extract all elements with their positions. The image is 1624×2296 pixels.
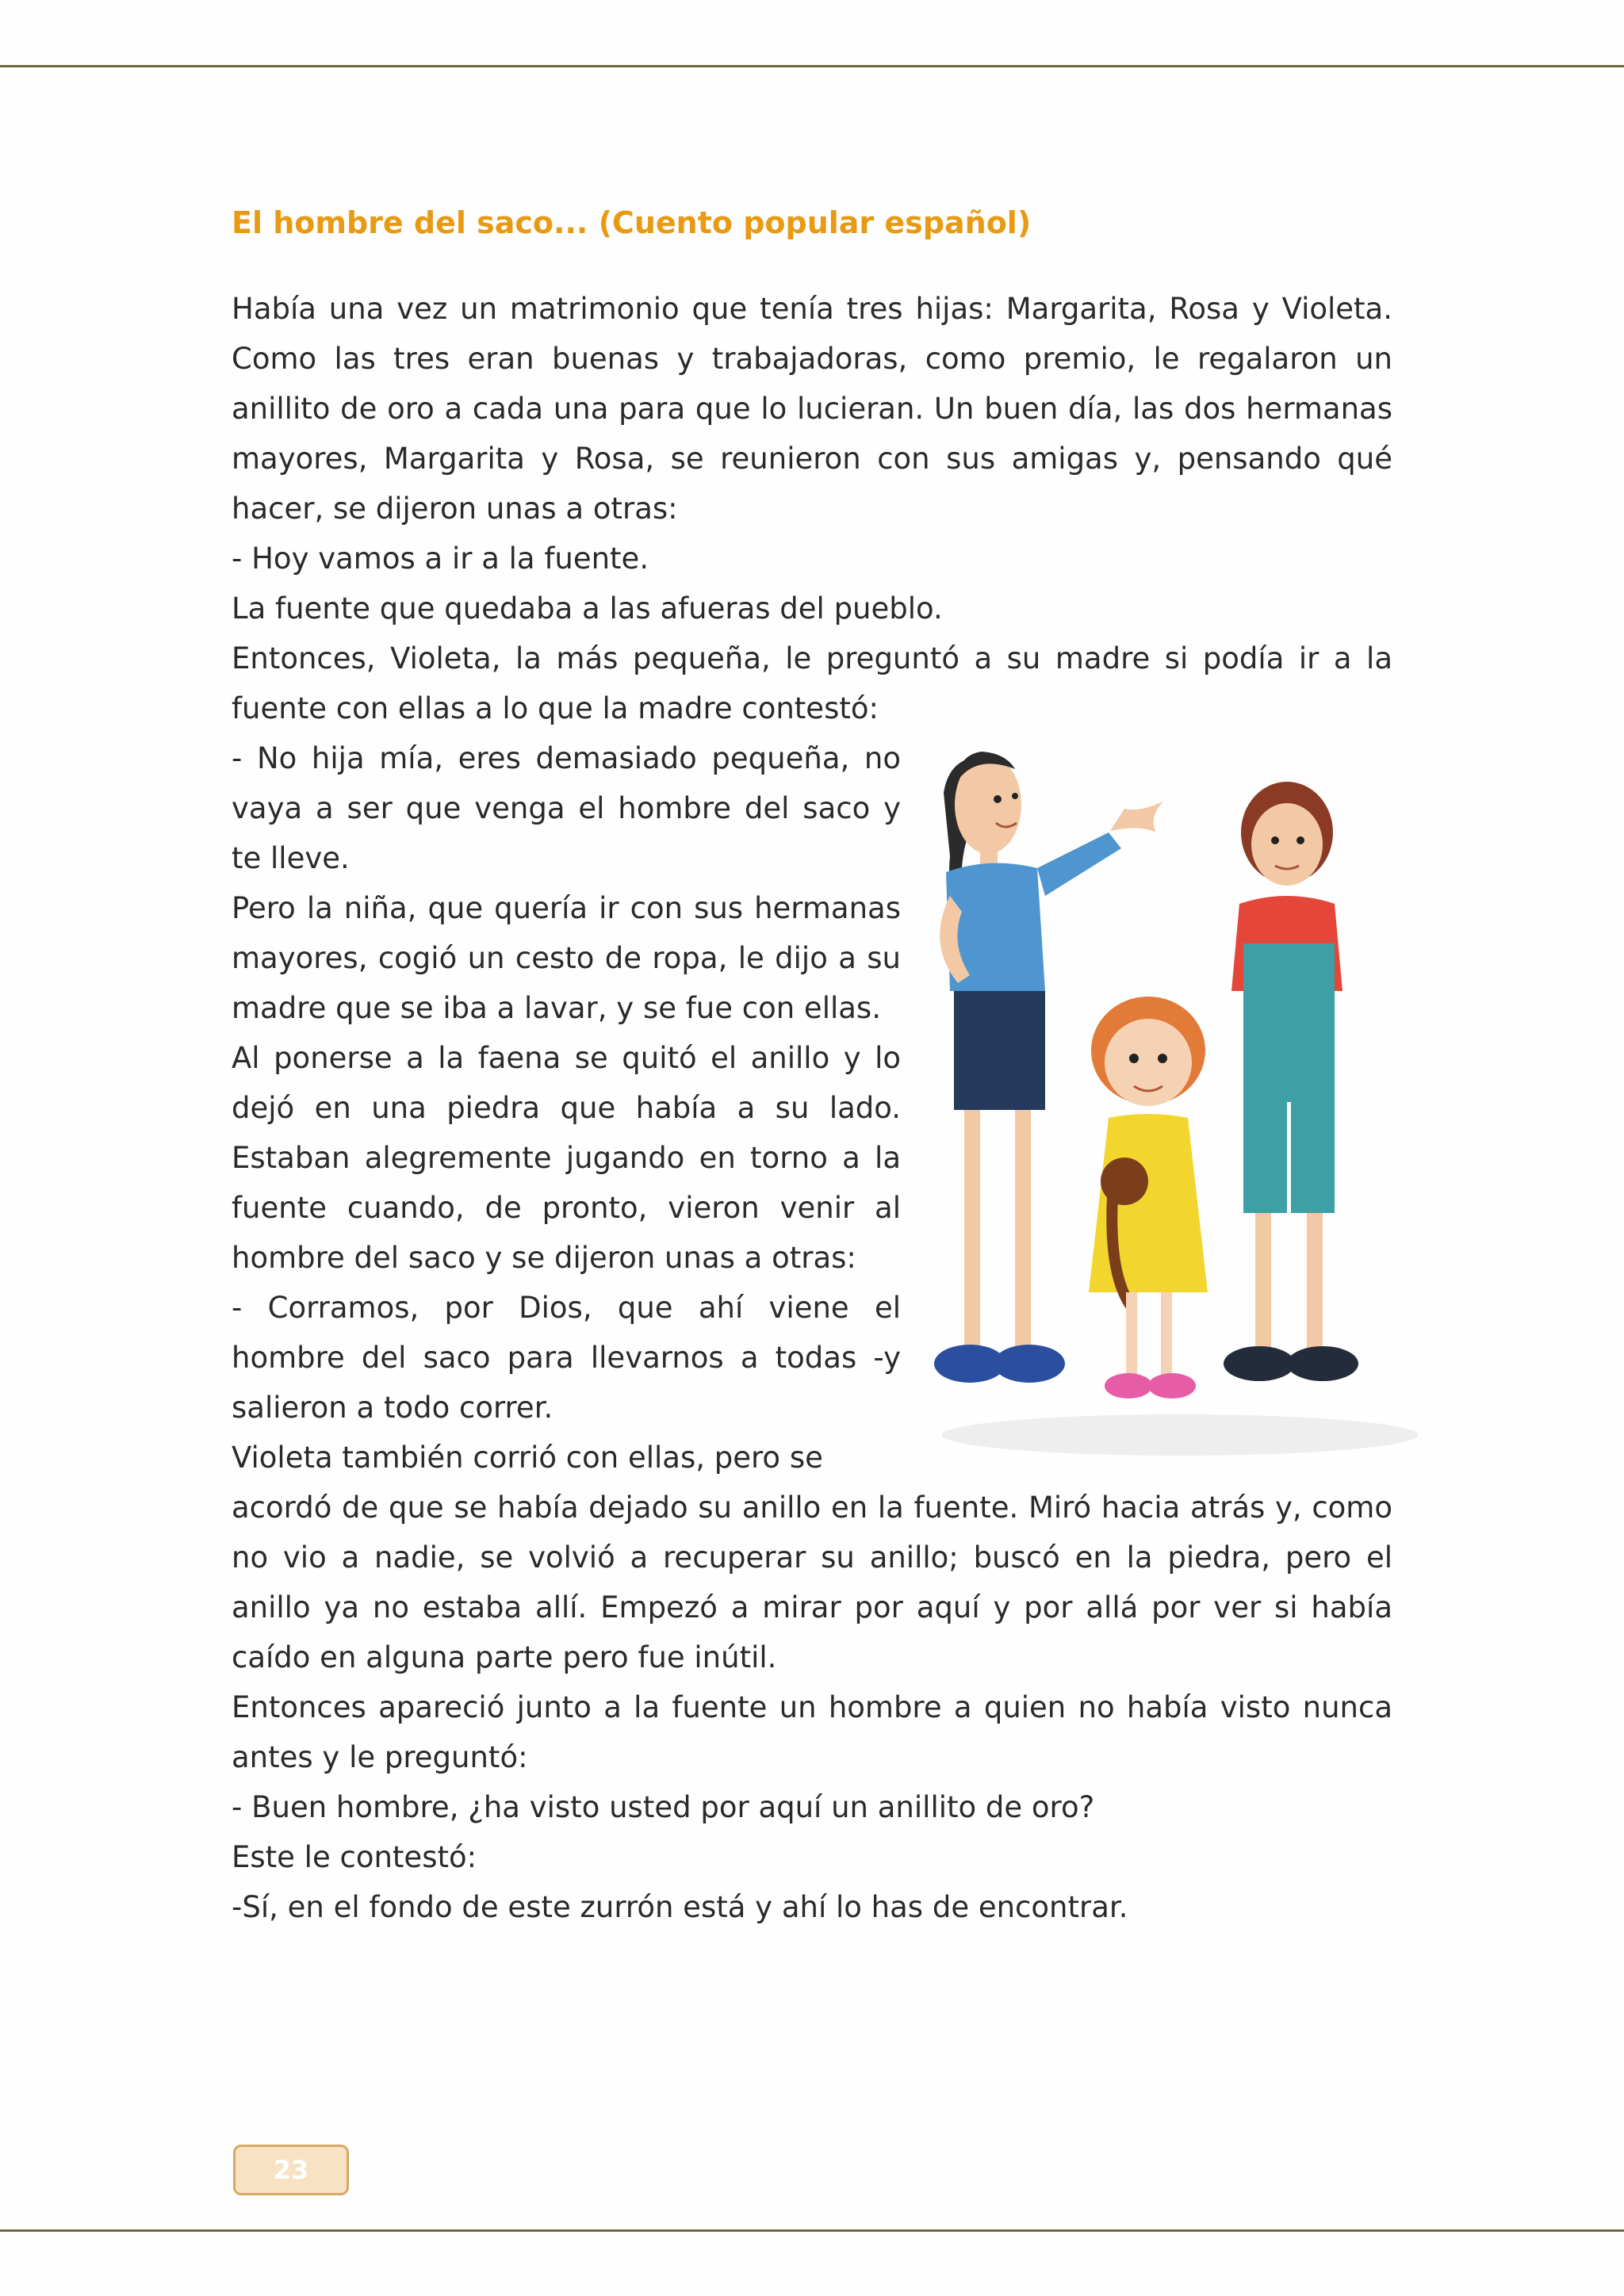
paragraph: -Sí, en el fondo de este zurrón está y ahí lo has de encontrar. [232, 1890, 1128, 1924]
page-number-badge: 23 [233, 2145, 349, 2195]
paragraph: Violeta también corrió con ellas, pero se [232, 1441, 823, 1475]
paragraph: - No hija mía, eres demasiado pequeña, no vaya a ser que venga el hombre del saco y te lleve. [232, 741, 901, 875]
paragraph: - Buen hombre, ¿ha visto usted por aquí un anillito de oro? [232, 1790, 1095, 1824]
paragraph: Al ponerse a la faena se quitó el anillo y lo dejó en una piedra que había a su lado. Estaban alegremente jugando en torno a la fuente cuando, de pronto, vieron venir al hombre del saco y se dijeron unas a otras: [232, 1041, 901, 1275]
little-girl [1089, 997, 1208, 1399]
paragraph: Pero la niña, que quería ir con sus hermanas mayores, cogió un cesto de ropa, le dijo a su madre que se iba a lavar, y se fue con ellas. [232, 891, 901, 1025]
paragraph: - Corramos, por Dios, que ahí viene el hombre del saco para llevarnos a todas -y salieron a todo correr. [232, 1291, 901, 1425]
paragraph: acordó de que se había dejado su anillo en la fuente. Miró hacia atrás y, como no vio a nadie, se volvió a recuperar su anillo; buscó en la piedra, pero el anillo ya no estaba allí. Empezó a mirar por aquí y por allá por ver si había caído en alguna parte pero fue inútil. [232, 1490, 1392, 1674]
story-title: El hombre del saco... (Cuento popular español) [232, 205, 1032, 240]
tall-boy [1224, 782, 1358, 1381]
paragraph: Entonces, Violeta, la más pequeña, le preguntó a su madre si podía ir a la fuente con ellas a lo que la madre contestó: [232, 641, 1392, 725]
children-illustration [926, 737, 1419, 1467]
paragraph: - Hoy vamos a ir a la fuente. [232, 541, 649, 576]
left-column [232, 733, 901, 1483]
top-rule [0, 65, 1624, 67]
paragraph: Había una vez un matrimonio que tenía tres hijas: Margarita, Rosa y Violeta. Como las tres eran buenas y trabajadoras, como premio, le regalaron un anillito de oro a cada una para que lo lucieran. Un buen día, las dos hermanas mayores, Margarita y Rosa, se reunieron con sus amigas y, pensando qué hacer, se dijeron unas a otras: [232, 292, 1392, 526]
paragraph: Entonces apareció junto a la fuente un hombre a quien no había visto nunca antes y le preguntó: [232, 1690, 1392, 1774]
bottom-rule [0, 2229, 1624, 2232]
paragraph: Este le contestó: [232, 1840, 477, 1874]
paragraph: La fuente que quedaba a las afueras del pueblo. [232, 591, 943, 626]
